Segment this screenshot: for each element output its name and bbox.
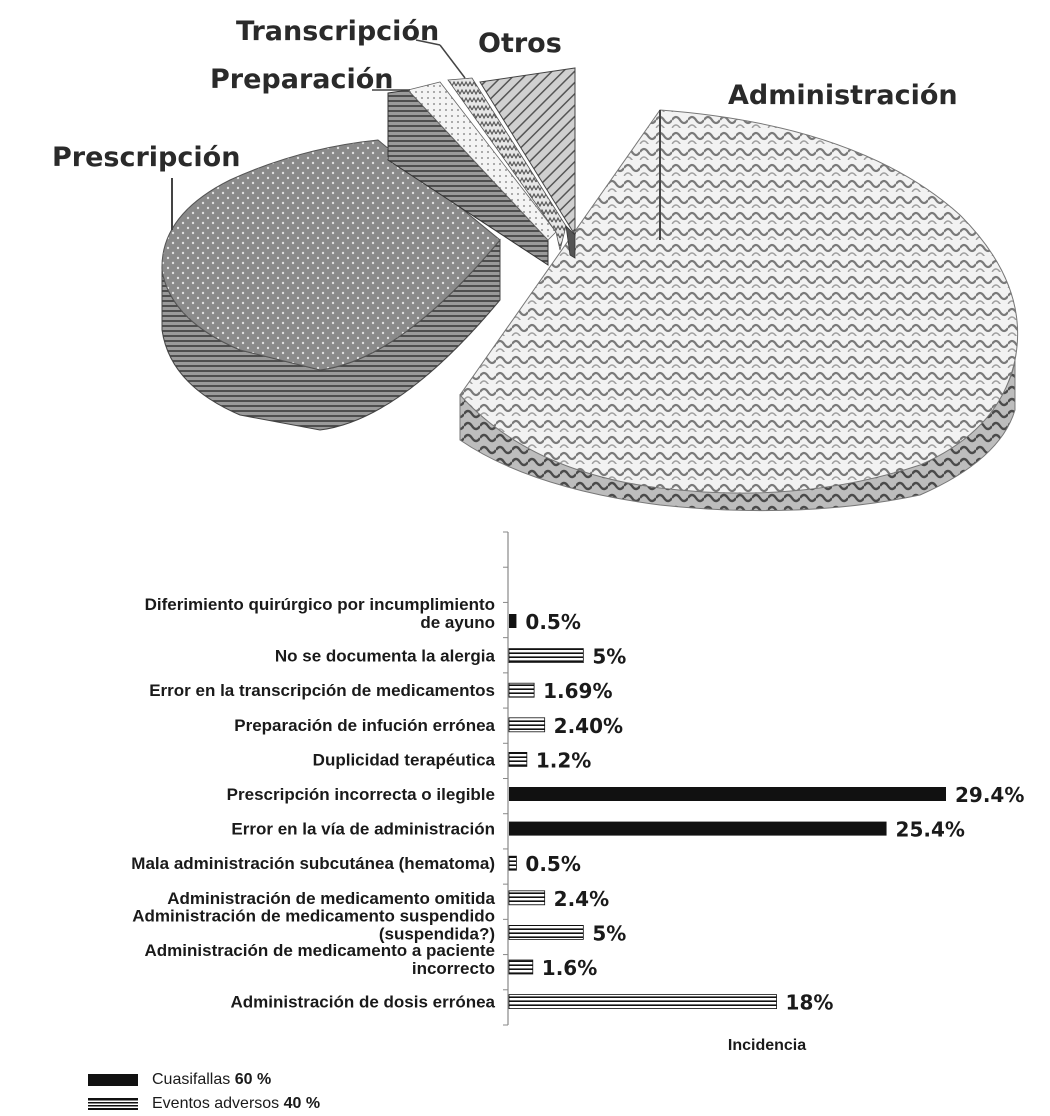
bar-eventos-adversos — [509, 649, 583, 663]
legend-item-eventos-adversos — [88, 1092, 320, 1116]
bar-eventos-adversos — [509, 718, 545, 732]
data-label: 29.4% — [955, 783, 1025, 807]
category-label: Diferimiento quirúrgico por incumplimiento de ayuno — [144, 595, 495, 632]
category-label: Error en la transcripción de medicamentos — [149, 681, 495, 701]
legend-swatch-striped — [88, 1098, 138, 1110]
category-label: Administración de dosis errónea — [230, 992, 495, 1012]
data-label: 25.4% — [895, 817, 965, 842]
bar-cuasifallas — [509, 787, 946, 801]
data-label: 1.6% — [541, 956, 598, 980]
legend-item-cuasifallas — [88, 1068, 320, 1092]
legend-label: Eventos adversos 40 % — [152, 1095, 321, 1112]
bar-eventos-adversos — [509, 683, 534, 697]
bar-eventos-adversos — [509, 891, 545, 905]
bar-eventos-adversos — [509, 925, 583, 939]
pie-label-prescripcion: Prescripción — [52, 142, 241, 173]
data-label: 2.40% — [553, 713, 624, 738]
data-label: 18% — [785, 990, 834, 1015]
data-label: 1.69% — [543, 679, 613, 704]
bar-cuasifallas — [509, 614, 516, 628]
pie-label-preparacion: Preparación — [210, 64, 394, 95]
category-label: Administración de medicamento a paciente incorrecto — [144, 941, 495, 978]
category-label: Preparación de infución errónea — [234, 715, 495, 735]
data-label: 0.5% — [525, 852, 581, 877]
bar-chart — [0, 520, 1050, 1065]
pie-chart — [0, 0, 1050, 520]
pie-label-transcripcion: Transcripción — [236, 16, 440, 47]
category-label: Administración de medicamento omitida — [167, 888, 495, 908]
data-label: 2.4% — [553, 886, 610, 911]
category-label: Prescripción incorrecta o ilegible — [226, 785, 495, 804]
category-label: Error en la vía de administración — [231, 819, 495, 839]
data-label: 5% — [592, 921, 627, 946]
bar-eventos-adversos — [509, 995, 777, 1009]
category-label: Administración de medicamento suspendido (suspendida?) — [132, 906, 495, 944]
data-label: 0.5% — [525, 610, 581, 634]
category-label: Duplicidad terapéutica — [312, 750, 495, 770]
bar-cuasifallas — [509, 822, 887, 836]
category-label: No se documenta la alergia — [274, 646, 495, 666]
pie-label-administracion: Administración — [728, 80, 958, 111]
bar-eventos-adversos — [509, 960, 533, 974]
data-label: 1.2% — [535, 748, 592, 773]
legend — [88, 1068, 320, 1116]
legend-label: Cuasifallas 60 % — [152, 1071, 272, 1088]
transcripcion-leader-line-2 — [440, 45, 465, 78]
data-label: 5% — [592, 644, 627, 669]
bar-eventos-adversos — [509, 856, 516, 870]
category-label: Mala administración subcutánea (hematoma) — [131, 854, 495, 874]
bar-eventos-adversos — [509, 752, 527, 766]
pie-label-otros: Otros — [478, 28, 562, 59]
x-axis-title: Incidencia — [727, 1037, 807, 1054]
legend-swatch-solid — [88, 1074, 138, 1086]
